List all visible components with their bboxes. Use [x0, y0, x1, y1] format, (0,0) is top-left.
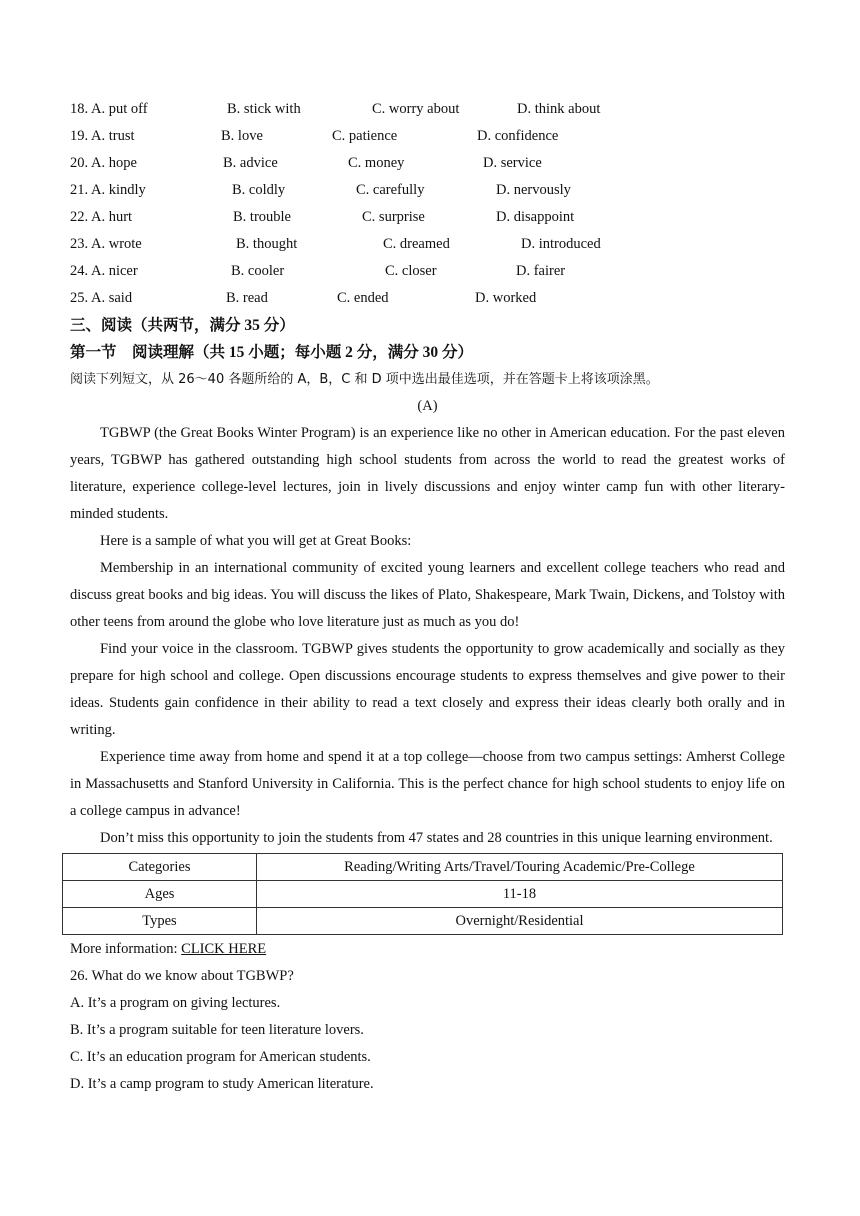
option-a-text: A. hurt [91, 209, 133, 225]
option-d: D. nervously [496, 182, 571, 198]
option-row-18 [70, 96, 785, 123]
option-c: C. worry about [372, 101, 460, 117]
option-row-22 [70, 204, 785, 231]
option-b: B. cooler [231, 263, 285, 279]
option-num: 21. [70, 182, 89, 198]
option-b: B. thought [236, 236, 298, 252]
table-cell-value: Overnight/Residential [257, 908, 783, 935]
option-num: 20. [70, 155, 89, 171]
option-d: D. worked [475, 290, 537, 306]
click-here-link[interactable]: CLICK HERE [181, 941, 267, 957]
option-c: C. surprise [362, 209, 425, 225]
option-row-24 [70, 258, 785, 285]
answer-option-d: D. It’s a camp program to study American literature. [70, 1076, 374, 1092]
option-row-20 [70, 150, 785, 177]
option-num: 24. [70, 263, 89, 279]
option-a-text: A. put off [91, 101, 148, 117]
table-row [63, 881, 783, 908]
option-a-text: A. wrote [91, 236, 142, 252]
option-row-21 [70, 177, 785, 204]
option-c: C. closer [385, 263, 437, 279]
paragraph-voice: Find your voice in the classroom. TGBWP gives students the opportunity to grow academically and socially as they prepare for high school and college. Open discussions encourage students to express themselves and give power to their ideas. Students gain confidence in their ability to read a text closely and express their ideas clearly both orally and in writing. [70, 641, 785, 738]
program-info-table [62, 853, 783, 935]
passage-label: (A) [417, 398, 438, 414]
question-stem: 26. What do we know about TGBWP? [70, 968, 294, 984]
table-cell-label: Ages [63, 881, 257, 908]
option-c: C. dreamed [383, 236, 450, 252]
cloze-options [70, 96, 785, 312]
paragraph-opportunity: Don’t miss this opportunity to join the students from 47 states and 28 countries in this unique learning environment. [100, 830, 773, 846]
table-cell-value: 11-18 [257, 881, 783, 908]
paragraph-sample: Here is a sample of what you will get at Great Books: [100, 533, 412, 549]
option-row-25 [70, 285, 785, 312]
option-d: D. think about [517, 101, 601, 117]
option-c: C. patience [332, 128, 398, 144]
option-a-text: A. said [91, 290, 133, 306]
option-a-text: A. kindly [91, 182, 146, 198]
table-cell-label: Types [63, 908, 257, 935]
option-a-text: A. hope [91, 155, 137, 171]
section-title: 三、阅读（共两节，满分 35 分） [70, 317, 295, 334]
more-info [70, 936, 785, 963]
option-c: C. money [348, 155, 405, 171]
instructions: 阅读下列短文，从 26～40 各题所给的 A，B，C 和 D 项中选出最佳选项，并在答题卡上将该项涂黑。 [70, 372, 659, 387]
option-b: B. trouble [233, 209, 291, 225]
exam-page [70, 96, 785, 1098]
option-num: 19. [70, 128, 89, 144]
option-d: D. confidence [477, 128, 559, 144]
option-a: 18. [70, 101, 89, 117]
option-d: D. introduced [521, 236, 601, 252]
paragraph-membership: Membership in an international community of excited young learners and excellent college teachers who read and discuss great books and big ideas. You will discuss the likes of Plato, Shakespeare, Mark Twain, Dickens, and Tolstoy with other teens from around the globe who love literature just as much as you do! [70, 560, 785, 630]
option-c: C. carefully [356, 182, 425, 198]
part-title: 第一节 阅读理解（共 15 小题；每小题 2 分，满分 30 分） [70, 344, 474, 361]
option-c: C. ended [337, 290, 389, 306]
option-row-23 [70, 231, 785, 258]
paragraph-experience: Experience time away from home and spend it at a top college—choose from two campus settings: Amherst College in Massachusetts and Stanford University in California. This is the perfect chance for high school students to enjoy life on a college campus in advance! [70, 749, 785, 819]
paragraph-intro: TGBWP (the Great Books Winter Program) is an experience like no other in American education. For the past eleven years, TGBWP has gathered outstanding high school students from across the world to read the greatest works of literature, experience college-level lectures, join in lively discussions and enjoy winter camp fun with other literary-minded students. [70, 425, 785, 522]
table-cell-value: Reading/Writing Arts/Travel/Touring Academic/Pre-College [257, 854, 783, 881]
option-a-text: A. nicer [91, 263, 138, 279]
option-d: D. disappoint [496, 209, 575, 225]
option-d: D. fairer [516, 263, 566, 279]
table-row [63, 908, 783, 935]
answer-option-c: C. It’s an education program for American students. [70, 1049, 371, 1065]
answer-option-a: A. It’s a program on giving lectures. [70, 995, 281, 1011]
option-num: 23. [70, 236, 89, 252]
table-row [63, 854, 783, 881]
option-a-text: A. trust [91, 128, 135, 144]
option-b: B. advice [223, 155, 278, 171]
option-num: 25. [70, 290, 89, 306]
option-b: B. coldly [232, 182, 286, 198]
option-row-19 [70, 123, 785, 150]
option-b: B. read [226, 290, 268, 306]
option-num: 22. [70, 209, 89, 225]
option-d: D. service [483, 155, 542, 171]
option-b: B. love [221, 128, 263, 144]
answer-option-b: B. It’s a program suitable for teen literature lovers. [70, 1022, 364, 1038]
option-b: B. stick with [227, 101, 301, 117]
table-cell-label: Categories [63, 854, 257, 881]
more-info-label: More information: [70, 941, 182, 957]
